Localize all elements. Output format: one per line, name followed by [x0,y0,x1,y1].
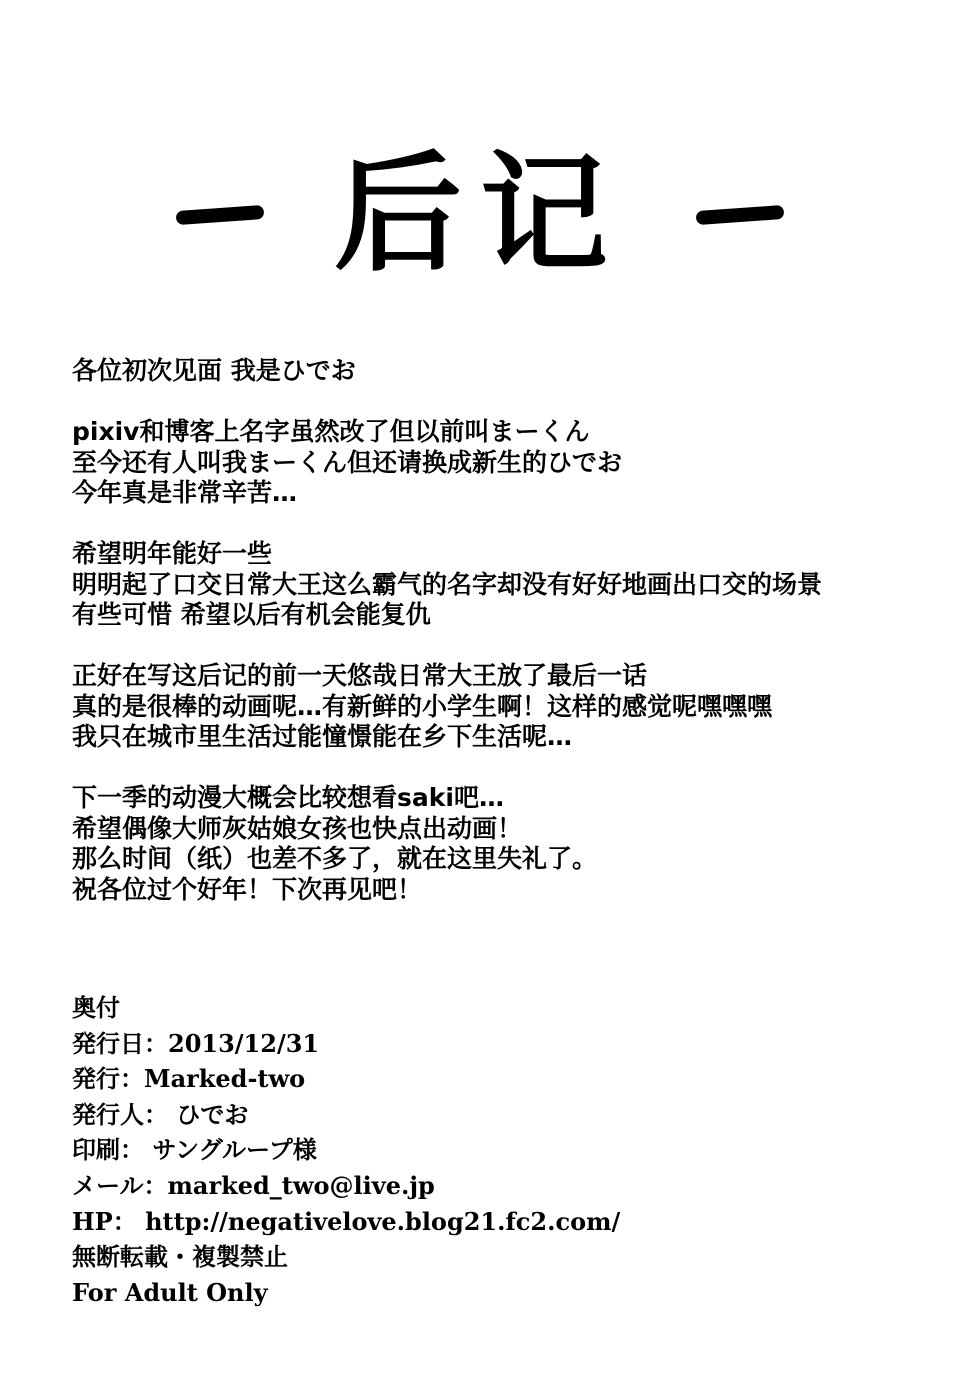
letter-line: 下一季的动漫大概会比较想看saki吧… [72,783,504,812]
title-right-dash [696,205,785,225]
paragraph-greeting [72,356,912,387]
letter-line: 正好在写这后记的前一天悠哉日常大王放了最后一话 [72,661,648,690]
colophon [72,990,912,1310]
letter-line: 至今还有人叫我まーくん但还请换成新生的ひでお [72,447,623,477]
letter-line: 我只在城市里生活过能憧憬能在乡下生活呢… [72,722,573,751]
paragraph-next-year [72,539,912,631]
paragraph-closing [72,783,912,905]
letter-line: 有些可惜 希望以后有机会能复仇 [72,600,431,629]
paragraph-anime [72,661,912,753]
letter-line: 各位初次见面 我是ひでお [72,356,356,385]
afterword-title [0,140,960,290]
afterword-letter [72,356,912,936]
colophon-publisher: 発行：Marked-two [72,1064,306,1094]
letter-line: 明明起了口交日常大王这么霸气的名字却没有好好地画出口交的场景 [72,569,823,599]
letter-line: pixiv和博客上名字虽然改了但以前叫まーくん [72,417,590,446]
letter-line: 祝各位过个好年！下次再见吧！ [72,874,423,904]
colophon-issuer: 発行人： ひでお [72,1099,249,1129]
letter-line: 那么时间（纸）也差不多了，就在这里失礼了。 [72,844,598,873]
letter-line: 希望偶像大师灰姑娘女孩也快点出动画！ [72,813,523,843]
colophon-heading: 奥付 [72,993,120,1022]
letter-line: 今年真是非常辛苦… [72,478,298,507]
letter-line: 希望明年能好一些 [72,539,273,568]
colophon-release-date: 発行日：2013/12/31 [72,1028,320,1058]
colophon-homepage: HP： http://negativelove.blog21.fc2.com/ [72,1206,621,1236]
title-left-dash [176,205,265,225]
colophon-notice: 無断転載・複製禁止 [72,1242,288,1272]
colophon-mail: メール：marked_two@live.jp [72,1170,435,1200]
colophon-rating: For Adult Only [72,1277,268,1307]
title-text: 后记 [333,140,626,289]
letter-line: 真的是很棒的动画呢…有新鲜的小学生啊！这样的感觉呢嘿嘿嘿 [72,691,773,721]
colophon-printer: 印刷： サングループ様 [72,1135,317,1165]
paragraph-name-change [72,417,912,509]
